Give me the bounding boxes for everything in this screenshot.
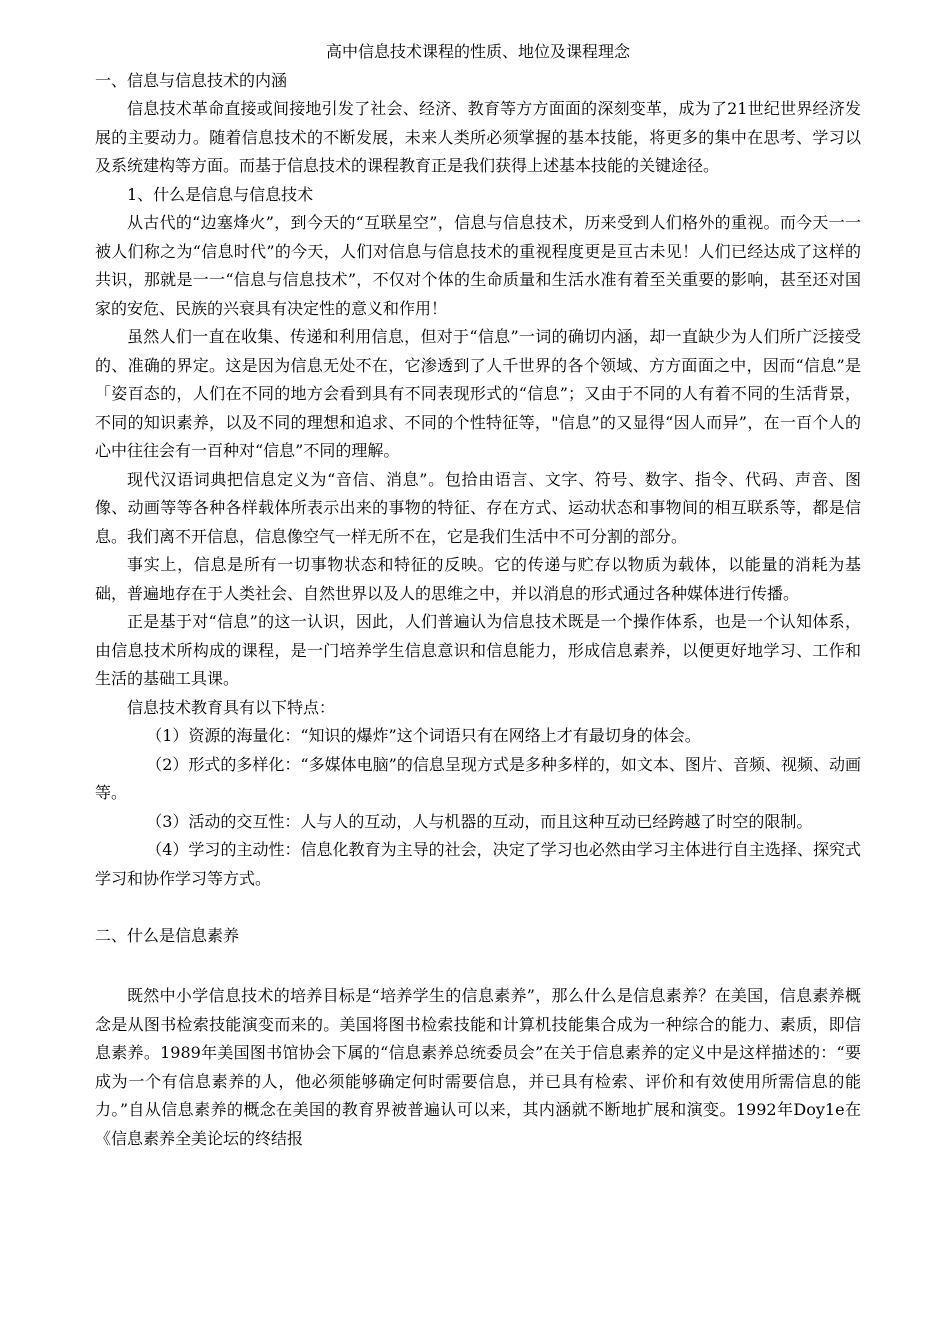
section-2-paragraph: 既然中小学信息技术的培养目标是“培养学生的信息素养”，那么什么是信息素养？在美国，信息素养概念是从图书检索技能演变而来的。美国将图书检索技能和计算机技能集合成为一种综合的能力、素质，即信息素养。1989年美国图书馆协会下属的“信息素养总统委员会”在关于信息素养的定义中是这样描述的：“要成为一个有信息素养的人，他必须能够确定何时需要信息，并已具有检索、评价和有效使用所需信息的能力。”自从信息素养的概念在美国的教育界被普遍认可以来，其内涵就不断地扩展和演变。1992年Doy1e在《信息素养全美论坛的终结报 [95,986,861,1148]
document-title: 高中信息技术课程的性质、地位及课程理念 [325,42,630,61]
blank-line [95,893,861,922]
body-paragraph: 虽然人们一直在收集、传递和利用信息，但对于“信息”一词的确切内涵，却一直缺少为人们所广泛接受的、准确的界定。这是因为信息无处不在，它渗透到了人千世界的各个领域、方方面面之中，因而“信息”是「姿百态的，人们在不同的地方会看到具有不同表现形式的“信息”；又由于不同的人有着不同的生活背景，不同的知识素养，以及不同的理想和追求、不同的个性特征等，"信息”的又显得“因人而异”，在一百个人的心中往往会有一百种对“信息”不同的理解。 [95,327,861,460]
features-intro: 信息技术教育具有以下特点： [127,697,336,717]
feature-item: （1）资源的海量化：“知识的爆炸”这个词语只有在网络上才有最切身的体会。 [146,726,701,745]
section-2-heading: 二、什么是信息素养 [95,925,240,945]
section-1-heading: 一、信息与信息技术的内涵 [95,70,288,90]
body-paragraph: 从古代的“边塞烽火”，到今天的“互联星空”，信息与信息技术，历来受到人们格外的重视。而今天一一被人们称之为“信息时代”的今天，人们对信息与信息技术的重视程度更是亘古未见！人们已经达成了这样的共识，那就是一一“信息与信息技术”，不仅对个体的生命质量和生活水准有着至关重要的影响，甚至还对国家的安危、民族的兴衰具有决定性的意义和作用！ [95,213,861,318]
feature-item: （2）形式的多样化：“多媒体电脑”的信息呈现方式是多种多样的，如文本、图片、音频、视频、动画等。 [95,754,861,802]
subsection-1-heading: 1、什么是信息与信息技术 [127,184,314,204]
body-paragraph: 事实上，信息是所有一切事物状态和特征的反映。它的传递与贮存以物质为载体，以能量的消耗为基础，普遍地存在于人类社会、自然世界以及人的思维之中，并以消息的形式通过各种媒体进行传播。 [95,555,861,603]
feature-item: （3）活动的交互性：人与人的互动，人与机器的互动，而且这种互动已经跨越了时空的限制。 [146,811,813,831]
feature-item: （4）学习的主动性：信息化教育为主导的社会，决定了学习也必然由学习主体进行自主选择、探究式学习和协作学习等方式。 [95,840,861,888]
body-paragraph: 现代汉语词典把信息定义为“音信、消息”。包拾由语言、文字、符号、数字、指令、代码、声音、图像、动画等等各种各样载体所表示出来的事物的特征、存在方式、运动状态和事物间的相互联系等，都是信息。我们离不开信息，信息像空气一样无所不在，它是我们生活中不可分割的部分。 [95,469,861,546]
blank-line [95,950,861,982]
body-paragraph: 正是基于对“信息”的这一认识，因此，人们普遍认为信息技术既是一个操作体系，也是一个认知体系，由信息技术所构成的课程，是一门培养学生信息意识和信息能力，形成信息素养，以便更好地学习、工作和生活的基础工具课。 [95,612,861,688]
section-1-intro: 信息技术革命直接或间接地引发了社会、经济、教育等方方面面的深刻变革，成为了21世纪世界经济发展的主要动力。随着信息技术的不断发展，未来人类所必须掌握的基本技能，将更多的集中在思考、学习以及系统建构等方面。而基于信息技术的课程教育正是我们获得上述基本技能的关键途径。 [95,99,861,175]
document-page [95,38,861,1153]
